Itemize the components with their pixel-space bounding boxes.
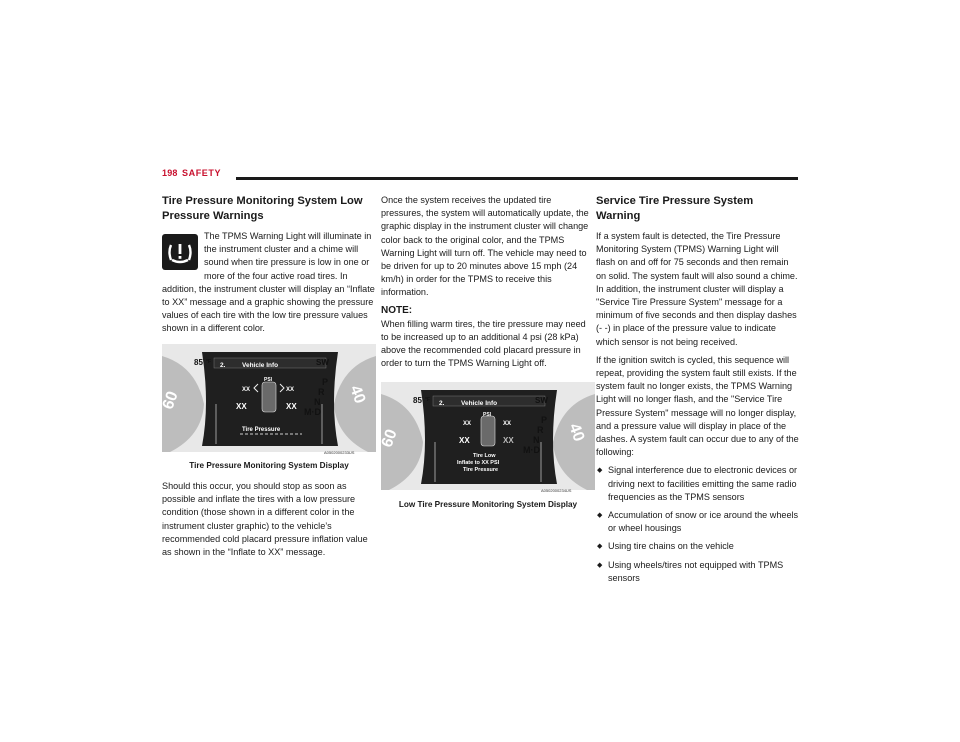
tire-value-front-left: XX: [463, 421, 472, 428]
paragraph: If a system fault is detected, the Tire Pressure Monitoring System (TPMS) Warning Light will flash on and off for 75 seconds and then remain on solid. The system fault will also sound a chime. In addition, the instrument cluster will display a "Service Tire Pressure System" message for a minimum of five seconds and then display dashes (- -) in place of the pressure value to indicate which sensor is not being received.: [596, 231, 798, 347]
gear-p: P: [541, 415, 548, 426]
vehicle-info-label: Vehicle Info: [242, 361, 279, 369]
psi-unit: PSI: [264, 376, 273, 383]
paragraph: The TPMS Warning Light will illuminate in the instrument cluster and a chime will sound when tire pressure is low in one or more of the four active road tires. In addition, the instrument cluster will display an “Inflate to XX” message and a graphic showing the pressure values of each tire with the low tire pressure values shown in a different color.: [162, 231, 375, 334]
speed-unit: °F: [425, 397, 431, 404]
note-text: When filling warm tires, the tire pressure may need to be increased up to an additional 4 psi (28 kPa) above the recommended cold placard pressure in order to turn the TPMS Warning Light off.: [381, 318, 586, 369]
list-item: ◆ Accumulation of snow or ice around the wheels or wheel housings: [608, 509, 800, 535]
figure-code: A0502000233US: [324, 449, 355, 455]
section-title: SAFETY: [182, 168, 222, 178]
gear-md: M·D: [304, 406, 321, 417]
inflate-message: Inflate to XX PSI: [457, 460, 500, 467]
speed-value: 85: [413, 396, 422, 406]
speed-unit: °F: [206, 358, 212, 365]
list-item: ◆ Signal interference due to electronic devices or driving next to facilities emitting the same radio frequencies as the TPMS sensors: [608, 464, 800, 504]
header-rule: [236, 177, 798, 180]
cluster-labels: [378, 382, 595, 494]
page-number: 198: [162, 168, 178, 178]
gear-number: 2.: [439, 400, 445, 408]
heading-low-pressure-warnings: Tire Pressure Monitoring System Low Pressure Warnings: [162, 195, 363, 222]
fault-causes-list: [596, 464, 800, 585]
speed-value: 85: [194, 357, 203, 367]
paragraph: If the ignition switch is cycled, this sequence will repeat, providing the system fault still exists. If the system fault no longer exists, the TPMS Warning Light will no longer flash, and the "Service Tire Pressure System" message will no longer display, and a pressure value will display in place of the dashes. A system fault can occur due to any of the following:: [596, 354, 799, 458]
page-header: [162, 168, 798, 186]
figure-caption: Tire Pressure Monitoring System Display: [189, 460, 349, 470]
paragraph: Once the system receives the updated tire pressures, the system will automatically update, the graphic display in the instrument cluster will change color back to the original color, and the TPMS Warning Light will turn off. The vehicle may need to be driven for up to 20 minutes above 15 mph (24 km/h) in order for the TPMS to receive this information.: [381, 195, 589, 298]
gear-p: P: [322, 376, 329, 387]
tire-value-front-right: XX: [286, 386, 295, 393]
vehicle-info-label: Vehicle Info: [461, 400, 498, 408]
figure-caption: Low Tire Pressure Monitoring System Display: [398, 499, 578, 509]
column-2: [378, 194, 595, 519]
figure-code: A0502000234US: [541, 488, 572, 494]
paragraph: Should this occur, you should stop as soon as possible and inflate the tires with a low pressure condition (those shown in a different color in the instrument cluster graphic) to the vehicle’s recommended cold placard pressure inflation value as shown in the “Inflate to XX” message.: [162, 481, 368, 558]
tire-value-rear-right: XX: [286, 401, 297, 411]
list-item: ◆ Using wheels/tires not equipped with TPMS sensors: [608, 559, 800, 585]
psi-unit: PSI: [483, 412, 492, 419]
svg-text:60: 60: [159, 388, 182, 412]
tpms-warning-icon: [162, 234, 198, 270]
gear-number: 2.: [220, 361, 226, 369]
heading-indicator: SW: [535, 396, 548, 406]
note-title: NOTE:: [381, 304, 413, 316]
tire-pressure-label: Tire Pressure: [242, 426, 281, 433]
column-1: [159, 194, 376, 564]
warning-paragraph: [162, 230, 376, 336]
tire-value-front-right: XX: [503, 421, 512, 428]
svg-text:40: 40: [346, 382, 369, 406]
gear-n: N: [533, 435, 540, 446]
heading-indicator: SW: [316, 357, 329, 367]
tire-value-rear-right-low: XX: [503, 436, 514, 446]
figure-tpms-display: [159, 344, 376, 456]
tire-value-rear-left: XX: [459, 436, 470, 446]
gear-r: R: [318, 386, 325, 397]
heading-service-tpms: Service Tire Pressure System Warning: [596, 195, 754, 222]
gear-n: N: [314, 396, 321, 407]
gear-md: M·D: [523, 445, 540, 456]
cluster-labels: [159, 344, 376, 455]
tire-value-rear-left: XX: [236, 401, 247, 411]
tire-low-message: Tire Low: [473, 453, 496, 460]
svg-text:40: 40: [565, 421, 588, 445]
column-3: [596, 194, 800, 590]
figure-low-tpms-display: [378, 382, 595, 494]
tire-value-front-left: XX: [242, 386, 251, 393]
tire-pressure-label: Tire Pressure: [463, 467, 499, 474]
list-item: ◆ Using tire chains on the vehicle: [608, 540, 800, 553]
gear-r: R: [537, 425, 544, 436]
svg-text:60: 60: [378, 427, 401, 451]
